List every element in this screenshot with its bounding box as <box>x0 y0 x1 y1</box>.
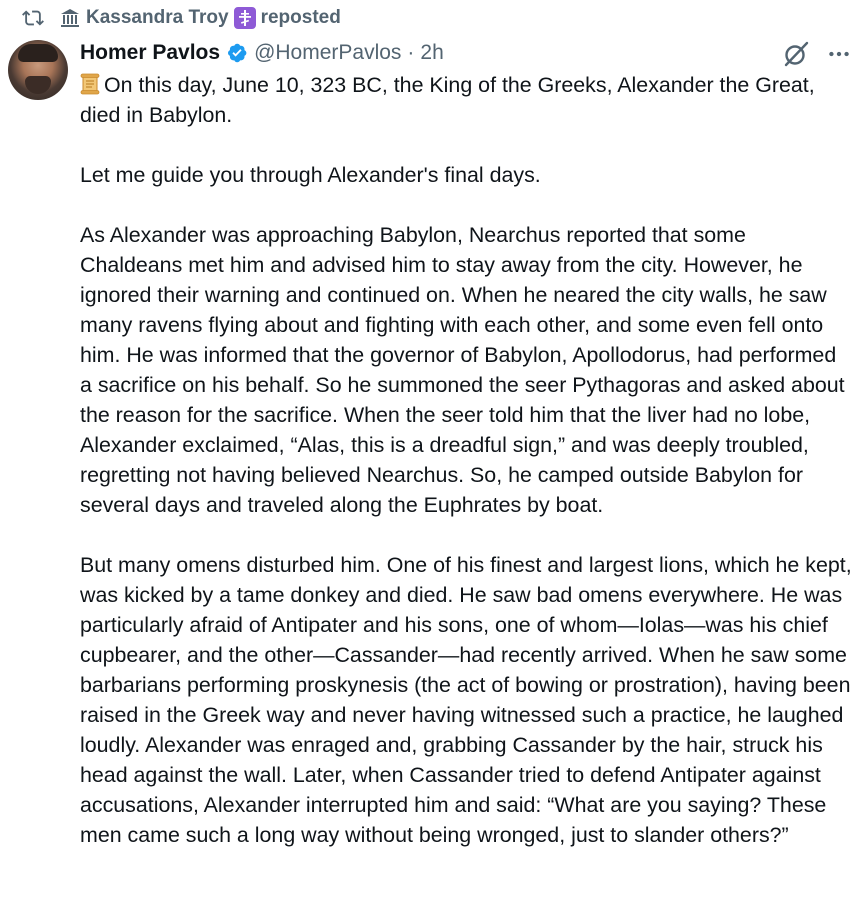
repost-action-label: reposted <box>260 7 341 28</box>
tweet-paragraph: But many omens disturbed him. One of his finest and largest lions, which he kept, was kicked by a tame donkey and died. He saw bad omens everywhere. He was particularly afraid of Antipater and his sons, one of whom—Iolas—was his chief cupbearer, and the other—Cassander—had recently arrived. When he saw some barbarians performing proskynesis (the act of bowing or prostration), having been raised in the Greek way and never having witnessed such a practice, he laughed loudly. Alexander was enraged and, grabbing Cassander by the hair, struck his head against the wall. Later, when Cassander tried to defend Antipater against accusations, Alexander interrupted him and said: “What are you saying? These men came such a long way without being wronged, just to slander others?” <box>80 553 852 847</box>
tweet-paragraph <box>80 70 852 130</box>
author-handle[interactable]: @HomerPavlos <box>254 41 402 64</box>
header-separator: · <box>407 41 415 64</box>
orthodox-cross-icon <box>234 7 256 29</box>
tweet-paragraph: Let me guide you through Alexander's final days. <box>80 163 541 187</box>
tweet-text <box>80 70 852 850</box>
grok-icon[interactable] <box>782 40 810 68</box>
tweet-timestamp[interactable]: 2h <box>420 41 444 64</box>
scroll-emoji-icon <box>80 73 100 95</box>
tweet-paragraph-text: On this day, June 10, 323 BC, the King of the Greeks, Alexander the Great, died in Babylon. <box>80 73 815 127</box>
tweet-paragraph: As Alexander was approaching Babylon, Nearchus reported that some Chaldeans met him and advised him to stay away from the city. However, he ignored their warning and continued on. When he neared the city walls, he saw many ravens flying about and fighting with each other, and some even fell onto him. He was informed that the governor of Babylon, Apollodorus, had performed a sacrifice on his behalf. So he summoned the seer Pythagoras and asked about the reason for the sacrifice. When the seer told him that the liver had no lobe, Alexander exclaimed, “Alas, this is a dreadful sign,” and was deeply troubled, regretting not having believed Nearchus. So, he camped outside Babylon for several days and traveled along the Euphrates by boat. <box>80 223 845 517</box>
repost-context[interactable] <box>22 4 341 32</box>
verified-badge-icon <box>226 42 248 64</box>
author-name[interactable]: Homer Pavlos <box>80 41 221 64</box>
tweet-header <box>80 38 444 68</box>
tweet-top-actions <box>782 40 852 68</box>
repost-user-name[interactable]: Kassandra Troy <box>86 7 229 28</box>
museum-icon <box>60 8 80 28</box>
author-avatar[interactable] <box>8 40 68 100</box>
repost-icon <box>22 7 44 29</box>
more-icon[interactable] <box>826 41 852 67</box>
